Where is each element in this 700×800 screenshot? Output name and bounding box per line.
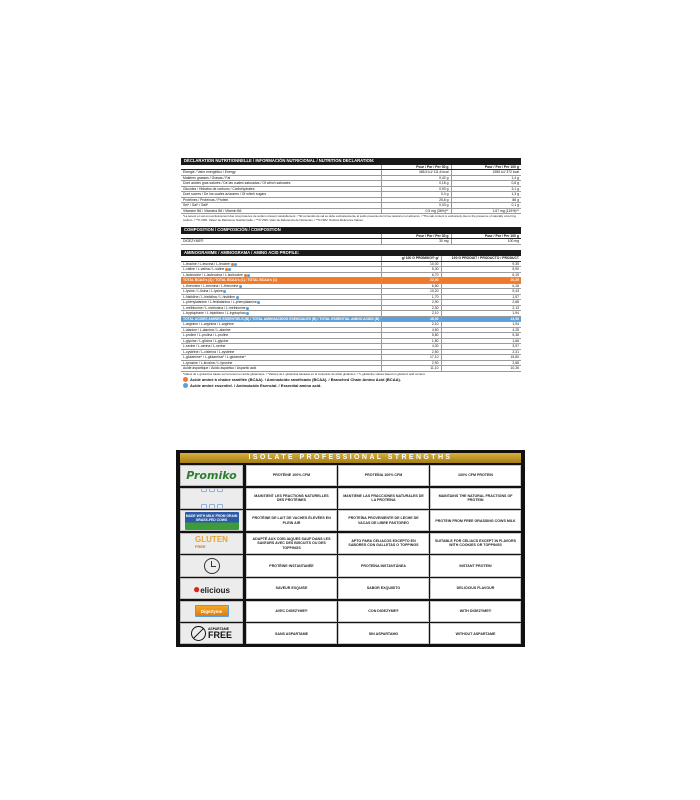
nutrition-row: [181, 208, 521, 214]
amino-value-promiko: 2,90: [381, 300, 441, 306]
amino-name: L-alanine / L-alanina / L-alanine: [183, 327, 231, 332]
eaa-dot-icon: [246, 312, 249, 315]
amino-value-product: 10,26: [441, 366, 521, 372]
aminogram-title: AMINOGRAMME / AMINOGRAMA / AMINO ACID PROFILE:: [181, 250, 521, 257]
amino-value-promiko: 17,10: [381, 355, 441, 361]
nutrition-label: Énergie / Valor energético / Energy: [181, 170, 381, 176]
clock-icon: [204, 558, 220, 574]
nutrition-value-100g: 1,67 mg (119%)**: [451, 208, 521, 214]
composition-value-30g: 30 mg: [381, 239, 451, 245]
strength-row: [180, 533, 521, 554]
grass-fed-logo: MADE WITH MILK FROM GRAIN GRASS-FED COWS: [185, 512, 239, 530]
eaa-dot-icon: [257, 301, 260, 304]
amino-name: L-leucine / L-leucina / L-leucine: [183, 261, 230, 266]
aspartame-free-logo: ASPARTAME FREE: [191, 626, 232, 641]
nutrition-label: Dont acides gras saturés / De las cuales saturadas / Of which saturates: [181, 181, 381, 187]
strength-text-fr: MAINTIENT LES FRACTIONS NATURELLES DES PROTÉINES: [246, 488, 337, 509]
amino-value-promiko: 4,30: [381, 344, 441, 350]
amino-value-promiko: 5,80: [381, 333, 441, 339]
strength-text-fr: PROTÉINE 100% CFM: [246, 465, 337, 486]
strength-text-en: SUITABLE FOR CELIACS EXCEPT IN FLAVORS WITH COOKIES OR TOPPINGS: [430, 533, 521, 554]
amino-name: L-lysine / L-lisina / L-lysine: [183, 289, 223, 294]
amino-name: L-arginine / L-arginina / L-arginine: [183, 322, 234, 327]
strength-text-fr: AVEC DIGEZYME®: [246, 601, 337, 622]
nutrition-sheet: [181, 158, 521, 389]
amino-value-promiko: 2,90: [381, 360, 441, 366]
strength-text-en: WITH DIGEZYME®: [430, 601, 521, 622]
strength-row: [180, 510, 521, 531]
amino-value-product: 9,35: [441, 261, 521, 267]
nutrition-label: Protéines / Proteínas / Protein: [181, 197, 381, 203]
legend-eaa: Acide aminé essentiel. / Aminoácido Esencial. / Essential amino acid.: [181, 383, 521, 389]
amino-name: L-valine / L-valina / L-valine: [183, 267, 225, 272]
amino-value-product: 2,68: [441, 360, 521, 366]
strength-text-fr: SAVEUR EXQUISE: [246, 578, 337, 599]
aminogram-col1: g/ 100 G PROMIKO® g/: [381, 256, 441, 261]
amino-name: L-phénylalanine / L-fenilalanina / L-phenylalanine: [183, 300, 257, 305]
amino-row: [181, 366, 521, 372]
nutrition-label: Matières grasses / Grasas / Fat: [181, 175, 381, 181]
nutrition-table: [181, 165, 521, 215]
nutrition-value-30g: 25,8 g: [381, 197, 451, 203]
amino-value-product: 9,43: [441, 289, 521, 295]
strength-logo: [180, 465, 243, 486]
amino-value-product: 3,97: [441, 344, 521, 350]
nutrition-value-30g: 0,5 mg (36%)**: [381, 208, 451, 214]
composition-table: [181, 234, 521, 245]
strength-logo: [180, 533, 243, 554]
bcaa-dot-icon: [244, 274, 247, 277]
strength-text-en: 100% CFM PROTEIN: [430, 465, 521, 486]
amino-value-promiko: 2,10: [381, 322, 441, 328]
nutrition-value-100g: 86 g: [451, 197, 521, 203]
amino-value-product: 15,80: [441, 355, 521, 361]
eaa-dot-icon: [223, 290, 226, 293]
amino-value-product: 43,98: [441, 316, 521, 322]
strength-text-fr: ADAPTÉ AUX COELIAQUES SAUF DANS LES SAVEURS AVEC DES BISCUITS OU DES TOPPINGS: [246, 533, 337, 554]
strength-logo: [180, 488, 243, 509]
promiko-logo: Promiko: [186, 469, 237, 483]
amino-name: L-tyrosine / L-tirosina / L-tyrosine: [183, 360, 233, 365]
strength-logo: [180, 510, 243, 531]
nutrition-value-30g: 0,18 g: [381, 181, 451, 187]
strength-text-fr: PROTÉINE INSTANTANÉE: [246, 555, 337, 576]
nutrition-value-100g: 0,1 g: [451, 203, 521, 209]
nutrition-label: Sel* / Sal* / Salt*: [181, 203, 381, 209]
amino-value-product: 6,28: [441, 283, 521, 289]
amino-value-promiko: 1,80: [381, 338, 441, 344]
amino-value-product: 2,68: [441, 300, 521, 306]
strength-text-fr: SANS ASPARTAME: [246, 623, 337, 644]
strength-text-en: INSTANT PROTEIN: [430, 555, 521, 576]
amino-value-product: 1,94: [441, 322, 521, 328]
nutrition-value-30g: 0,4 g: [381, 192, 451, 198]
digezyme-logo: DigeZyme: [195, 605, 229, 617]
amino-name: L-cystéine / L-cisteína / L-cysteine: [183, 349, 235, 354]
strength-logo: [180, 578, 243, 599]
composition-title: COMPOSITION / COMPOSICIÓN / COMPOSITION: [181, 227, 521, 234]
eaa-dot-icon: [239, 285, 242, 288]
strength-logo: [180, 623, 243, 644]
amino-value-promiko: 6,80: [381, 283, 441, 289]
amino-name-cell: [181, 316, 381, 322]
nutrition-value-100g: 3,1 g: [451, 186, 521, 192]
nutrition-label: Vitamine B6 / Vitamina B6 / Vitamin B6: [181, 208, 381, 214]
eaa-dot-icon: [234, 263, 237, 266]
nutrition-value-100g: 0,6 g: [451, 181, 521, 187]
nutrition-value-30g: 0,93 g: [381, 186, 451, 192]
strength-text-en: MAINTAINS THE NATURAL FRACTIONS OF PROTEIN: [430, 488, 521, 509]
eaa-dot-icon: [246, 307, 249, 310]
nutrition-note: *La teneur en sel est exclusivement due à la présence de sodium présent naturellement. / *El contenido de sal se debe exclusivamente al sodio presente de forma natural en el alimento. / *The salt content is exclusively due to the presence of naturally occurring sodium. / **% VRN: Valeur de Référence Nutritionnelle. / **% VRN: Valor de Referencia de Nutrientes. / **% NRV: Nutrient Reference Values.: [183, 214, 516, 222]
nutrition-value-100g: 1,3 g: [451, 192, 521, 198]
amino-value-product: 4,25: [441, 327, 521, 333]
strength-row: [180, 555, 521, 576]
amino-value-promiko: 22,00: [381, 278, 441, 284]
nutrition-label: Glucides / Hidratos de carbono / Carbohydrates: [181, 186, 381, 192]
composition-col1: Pour / Por / Per 30 g: [381, 234, 451, 239]
amino-name: TOTAL ACIDES AMINÉS ESSENTIELS (B) / TOTAL AMINOÁCIDOS ESENCIALES (B) / TOTAL ESSENTIAL AMINO ACIDS (B): [183, 316, 380, 321]
delicious-logo: ●elicious: [192, 581, 231, 596]
strength-text-es: CON DIGEZYME®: [338, 601, 429, 622]
amino-value-promiko: 48,00: [381, 316, 441, 322]
strengths-title: ISOLATE PROFESSIONAL STRENGTHS: [180, 453, 521, 463]
amino-value-promiko: 2,10: [381, 311, 441, 317]
legend-bcaa: Acide aminé à chaîne ramifiée (BCAA). / Aminoácido ramificado (BCAA). / Branched Chain Amino Acid (BCAA).: [181, 377, 521, 383]
amino-name: L-thréonine / L-treonina / L-threonine: [183, 283, 239, 288]
gluten-free-logo: GLUTEN FREE: [195, 535, 228, 550]
strength-text-en: DELICIOUS FLAVOUR: [430, 578, 521, 599]
amino-value-product: 6,19: [441, 272, 521, 278]
amino-name: Acide aspartique / Ácido aspártico / Aspartic acid: [183, 366, 257, 371]
nutrition-col2: Pour / Por / Per 100 g: [451, 165, 521, 170]
nutrition-value-100g: 1555 kJ/ 372 kcal: [451, 170, 521, 176]
strength-logo: [180, 555, 243, 576]
amino-name: L-isoleucine / L-isoleucina / L-isoleucine: [183, 272, 243, 277]
protein-fractions-icon: [200, 488, 224, 509]
amino-name-cell: [181, 366, 381, 372]
amino-value-product: 5,36: [441, 333, 521, 339]
strength-text-es: MANTIENE LAS FRACCIONES NATURALES DE LA PROTEÍNA: [338, 488, 429, 509]
nutrition-value-30g: 0,03 g: [381, 203, 451, 209]
strength-text-es: SIN ASPARTAMO: [338, 623, 429, 644]
amino-name: L-glutamine* / L-glutamina* / L-glutamine*: [183, 355, 246, 360]
eaa-dot-icon: [228, 268, 231, 271]
strength-text-es: PROTEÍNA PROVENIENTE DE LECHE DE VACAS DE LIBRE PASTOREO: [338, 510, 429, 531]
strength-text-es: PROTEÍNA INSTANTÁNEA: [338, 555, 429, 576]
bcaa-dot-icon: [225, 268, 228, 271]
nutrition-col1: Pour / Por / Per 30 g: [381, 165, 451, 170]
composition-row: [181, 239, 521, 245]
amino-value-promiko: 11,10: [381, 366, 441, 372]
strength-text-en: PROTEIN FROM FREE GRASSING COWS MILK: [430, 510, 521, 531]
amino-name: L-glycine / L-glicina / L-glycine: [183, 338, 229, 343]
amino-name: TOTAL BCAA's (1) / TOTAL BCAA's (1) / TOTAL BCAA's (1): [183, 278, 277, 283]
strength-row: [180, 488, 521, 509]
amino-value-product: 1,57: [441, 294, 521, 300]
strength-text-es: PROTEÍNA 100% CFM: [338, 465, 429, 486]
amino-value-promiko: 10,20: [381, 289, 441, 295]
amino-value-promiko: 2,50: [381, 349, 441, 355]
amino-name: L-méthionine / L-metionina / L-methionine: [183, 305, 246, 310]
nutrition-value-30g: 0,42 g: [381, 175, 451, 181]
aminogram-col2: 100 G PRODUIT / PRODUCTO / PRODUCT: [441, 256, 521, 261]
amino-value-promiko: 4,60: [381, 327, 441, 333]
strength-row: [180, 601, 521, 622]
strength-row: [180, 578, 521, 599]
amino-value-product: 5,90: [441, 267, 521, 273]
amino-value-product: 2,13: [441, 305, 521, 311]
strength-logo: [180, 601, 243, 622]
strength-text-fr: PROTÉINE DE LAIT DE VACHES ÉLEVÉES EN PLEIN AIR: [246, 510, 337, 531]
eaa-dot-icon: [247, 274, 250, 277]
amino-name: L-histidine / L-histidina / L-histidine: [183, 294, 236, 299]
aminogram-note: *Valeur de L-glutamine basée sur la teneur en acide glutamique. / *Valores de L-glutamina basados en el contenido de ácido glutámico. / *L-glutamine values based on glutamic acid content.: [183, 371, 426, 376]
strength-text-en: WITHOUT ASPARTAME: [430, 623, 521, 644]
amino-name: L-tryptophane / L-triptófano / L-tryptophan: [183, 311, 246, 316]
bcaa-dot-icon: [231, 263, 234, 266]
strength-row: [180, 623, 521, 644]
amino-name: L-proline / L-prolina / L-proline: [183, 333, 229, 338]
orange-dot-icon: [183, 377, 188, 382]
amino-value-product: 20,39: [441, 278, 521, 284]
amino-value-promiko: 5,30: [381, 267, 441, 273]
strength-text-es: APTO PARA CELIACOS EXCEPTO EN SABORES CON GALLETAS O TOPPINGS: [338, 533, 429, 554]
composition-value-100g: 100 mg: [451, 239, 521, 245]
composition-label: DIGEZYME®: [181, 239, 381, 245]
composition-col2: Pour / Por / Per 100 g: [451, 234, 521, 239]
amino-value-promiko: 6,70: [381, 272, 441, 278]
strengths-panel: [176, 450, 525, 647]
aminogram-table: [181, 256, 521, 372]
amino-value-promiko: 10,00: [381, 261, 441, 267]
amino-value-promiko: 1,70: [381, 294, 441, 300]
nutrition-label: Dont sucres / De los cuales azúcares / Of which sugars: [181, 192, 381, 198]
nutrition-value-100g: 1,4 g: [451, 175, 521, 181]
nutrition-title: DÉCLARATION NUTRITIONNELLE / INFORMACIÓN NUTRICIONAL / NUTRITION DECLARATION:: [181, 158, 521, 165]
strength-text-es: SABOR EXQUISITO: [338, 578, 429, 599]
nutrition-value-30g: 468,5 kJ/ 111,6 kcal: [381, 170, 451, 176]
amino-value-promiko: 2,30: [381, 305, 441, 311]
amino-value-product: 1,66: [441, 338, 521, 344]
amino-value-product: 1,94: [441, 311, 521, 317]
strength-row: [180, 465, 521, 486]
blue-dot-icon: [183, 383, 188, 388]
amino-name: L-serine / L-serina / L-serine: [183, 344, 226, 349]
no-symbol-icon: [191, 626, 206, 641]
amino-value-product: 2,31: [441, 349, 521, 355]
eaa-dot-icon: [236, 296, 239, 299]
